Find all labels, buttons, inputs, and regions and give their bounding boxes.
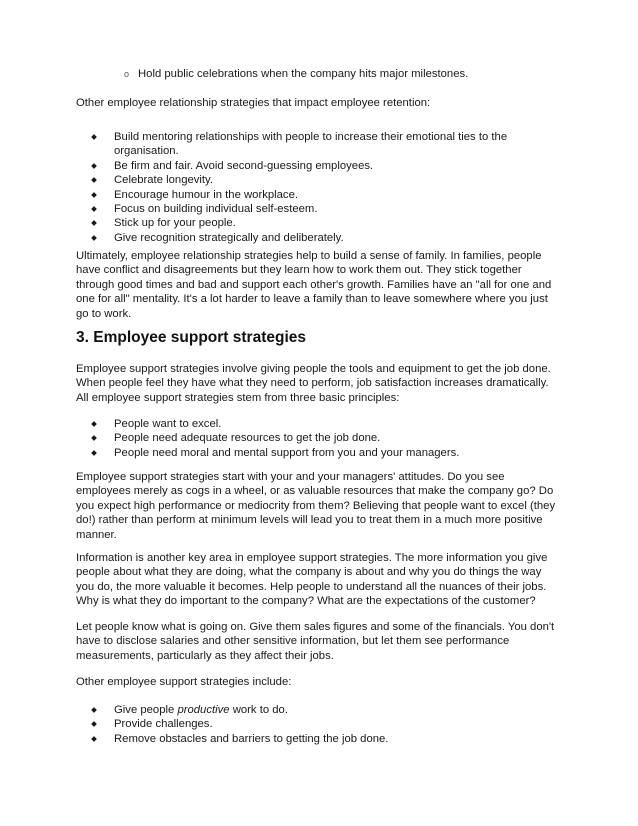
list-item: Provide challenges.	[76, 717, 562, 731]
relationship-list	[76, 130, 562, 245]
list-item: Remove obstacles and barriers to getting the job done.	[76, 732, 562, 746]
support-list	[76, 703, 562, 746]
relationship-summary: Ultimately, employee relationship strategies help to build a sense of family. In families, people have conflict and disagreements but they learn how to work them out. They stick together through good times and bad and support each other's growth. Families have an "all for one and one for all" mentality. It's a lot harder to leave a family than to leave somewhere where you just go to work.	[76, 250, 552, 320]
list-item: Stick up for your people.	[76, 216, 562, 230]
bullet-icon	[91, 707, 97, 713]
list-item: People need moral and mental support from you and your managers.	[76, 446, 562, 460]
sub-bullet-text: Hold public celebrations when the company hits major milestones.	[138, 68, 469, 80]
list-item: Give people productive work to do.	[76, 703, 562, 717]
list-item: People want to excel.	[76, 417, 562, 431]
emphasis-text: productive	[177, 704, 230, 716]
attitudes-paragraph: Employee support strategies start with your and your managers' attitudes. Do you see employees merely as cogs in a wheel, or as valuable resources that make the company go? Do you expect high performance or mediocrity from them? Believing that people want to excel (they do!) rather than perform at minimum levels will lead you to treat them in a much more positive manner.	[76, 471, 556, 541]
list-item: People need adequate resources to get the job done.	[76, 431, 562, 445]
information-paragraph: Information is another key area in employee support strategies. The more information you give people about what they are doing, what the company is about and why you do things the way you do, the more valuable it becomes. Help people to understand all the nuances of their jobs. Why is what they do important to the company? What are the expectations of the customer?	[76, 552, 548, 608]
sub-bullet-marker: o	[124, 69, 130, 79]
bullet-icon	[91, 163, 97, 169]
bullet-icon	[91, 722, 97, 728]
bullet-icon	[91, 436, 97, 442]
relationship-intro: Other employee relationship strategies that impact employee retention:	[76, 97, 431, 109]
knowledge-paragraph: Let people know what is going on. Give them sales figures and some of the financials. You don't have to disclose salaries and other sensitive information, but let them see performance measurements, particularly as they affect their jobs.	[76, 621, 555, 662]
section-heading: 3. Employee support strategies	[76, 329, 306, 346]
support-list-intro: Other employee support strategies include:	[76, 676, 292, 688]
bullet-icon	[91, 134, 97, 140]
list-item: Celebrate longevity.	[76, 173, 562, 187]
bullet-icon	[91, 206, 97, 212]
bullet-icon	[91, 221, 97, 227]
support-intro: Employee support strategies involve giving people the tools and equipment to get the job done. When people feel they have what they need to perform, job satisfaction increases dramatically. All employee support strategies stem from three basic principles:	[76, 363, 551, 404]
list-item: Build mentoring relationships with people to increase their emotional ties to the organisation.	[76, 130, 562, 159]
list-item: Encourage humour in the workplace.	[76, 188, 562, 202]
bullet-icon	[91, 235, 97, 241]
bullet-icon	[91, 736, 97, 742]
list-item: Focus on building individual self-esteem.	[76, 202, 562, 216]
list-item: Be firm and fair. Avoid second-guessing employees.	[76, 159, 562, 173]
principles-list	[76, 417, 562, 460]
bullet-icon	[91, 192, 97, 198]
bullet-icon	[91, 421, 97, 427]
bullet-icon	[91, 177, 97, 183]
bullet-icon	[91, 450, 97, 456]
list-item: Give recognition strategically and deliberately.	[76, 231, 562, 245]
